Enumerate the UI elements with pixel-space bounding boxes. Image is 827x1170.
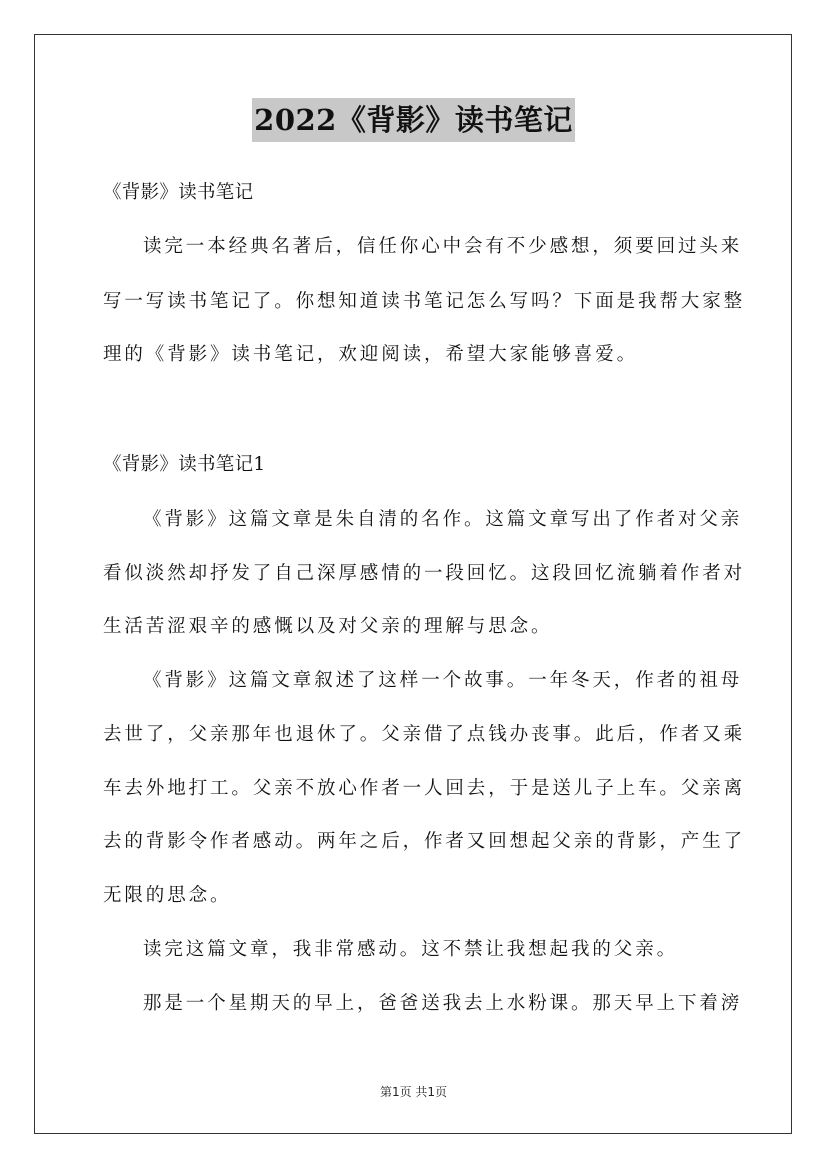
page-number-footer: 第1页 共1页: [379, 1085, 448, 1099]
document-title: 2022《背影》读书笔记: [252, 98, 575, 142]
paragraph-line: 读完这篇文章，我非常感动。这不禁让我想起我的父亲。: [143, 939, 679, 960]
paragraph-line: 理的《背影》读书笔记，欢迎阅读，希望大家能够喜爱。: [103, 344, 639, 365]
paragraph-line: 《背影》这篇文章是朱自清的名作。这篇文章写出了作者对父亲: [143, 509, 743, 530]
paragraph-line: 去的背影令作者感动。两年之后，作者又回想起父亲的背影，产生了: [103, 831, 746, 852]
paragraph-line: 读完一本经典名著后，信任你心中会有不少感想，须要回过头来: [143, 236, 743, 257]
paragraph-line: 生活苦涩艰辛的感慨以及对父亲的理解与思念。: [103, 616, 553, 637]
paragraph-line: 无限的思念。: [103, 885, 232, 906]
section-heading: 《背影》读书笔记: [103, 182, 254, 203]
paragraph-line: 去世了，父亲那年也退休了。父亲借了点钱办丧事。此后，作者又乘: [103, 724, 746, 745]
paragraph-line: 写一写读书笔记了。你想知道读书笔记怎么写吗？下面是我帮大家整: [103, 291, 746, 312]
title-container: [0, 98, 827, 142]
paragraph-line: 看似淡然却抒发了自己深厚感情的一段回忆。这段回忆流躺着作者对: [103, 563, 746, 584]
paragraph-line: 车去外地打工。父亲不放心作者一人回去，于是送儿子上车。父亲离: [103, 778, 746, 799]
paragraph-line: 《背影》这篇文章叙述了这样一个故事。一年冬天，作者的祖母: [143, 670, 743, 691]
section-heading: 《背影》读书笔记1: [103, 454, 266, 475]
paragraph-line: 那是一个星期天的早上，爸爸送我去上水粉课。那天早上下着滂: [143, 993, 743, 1014]
